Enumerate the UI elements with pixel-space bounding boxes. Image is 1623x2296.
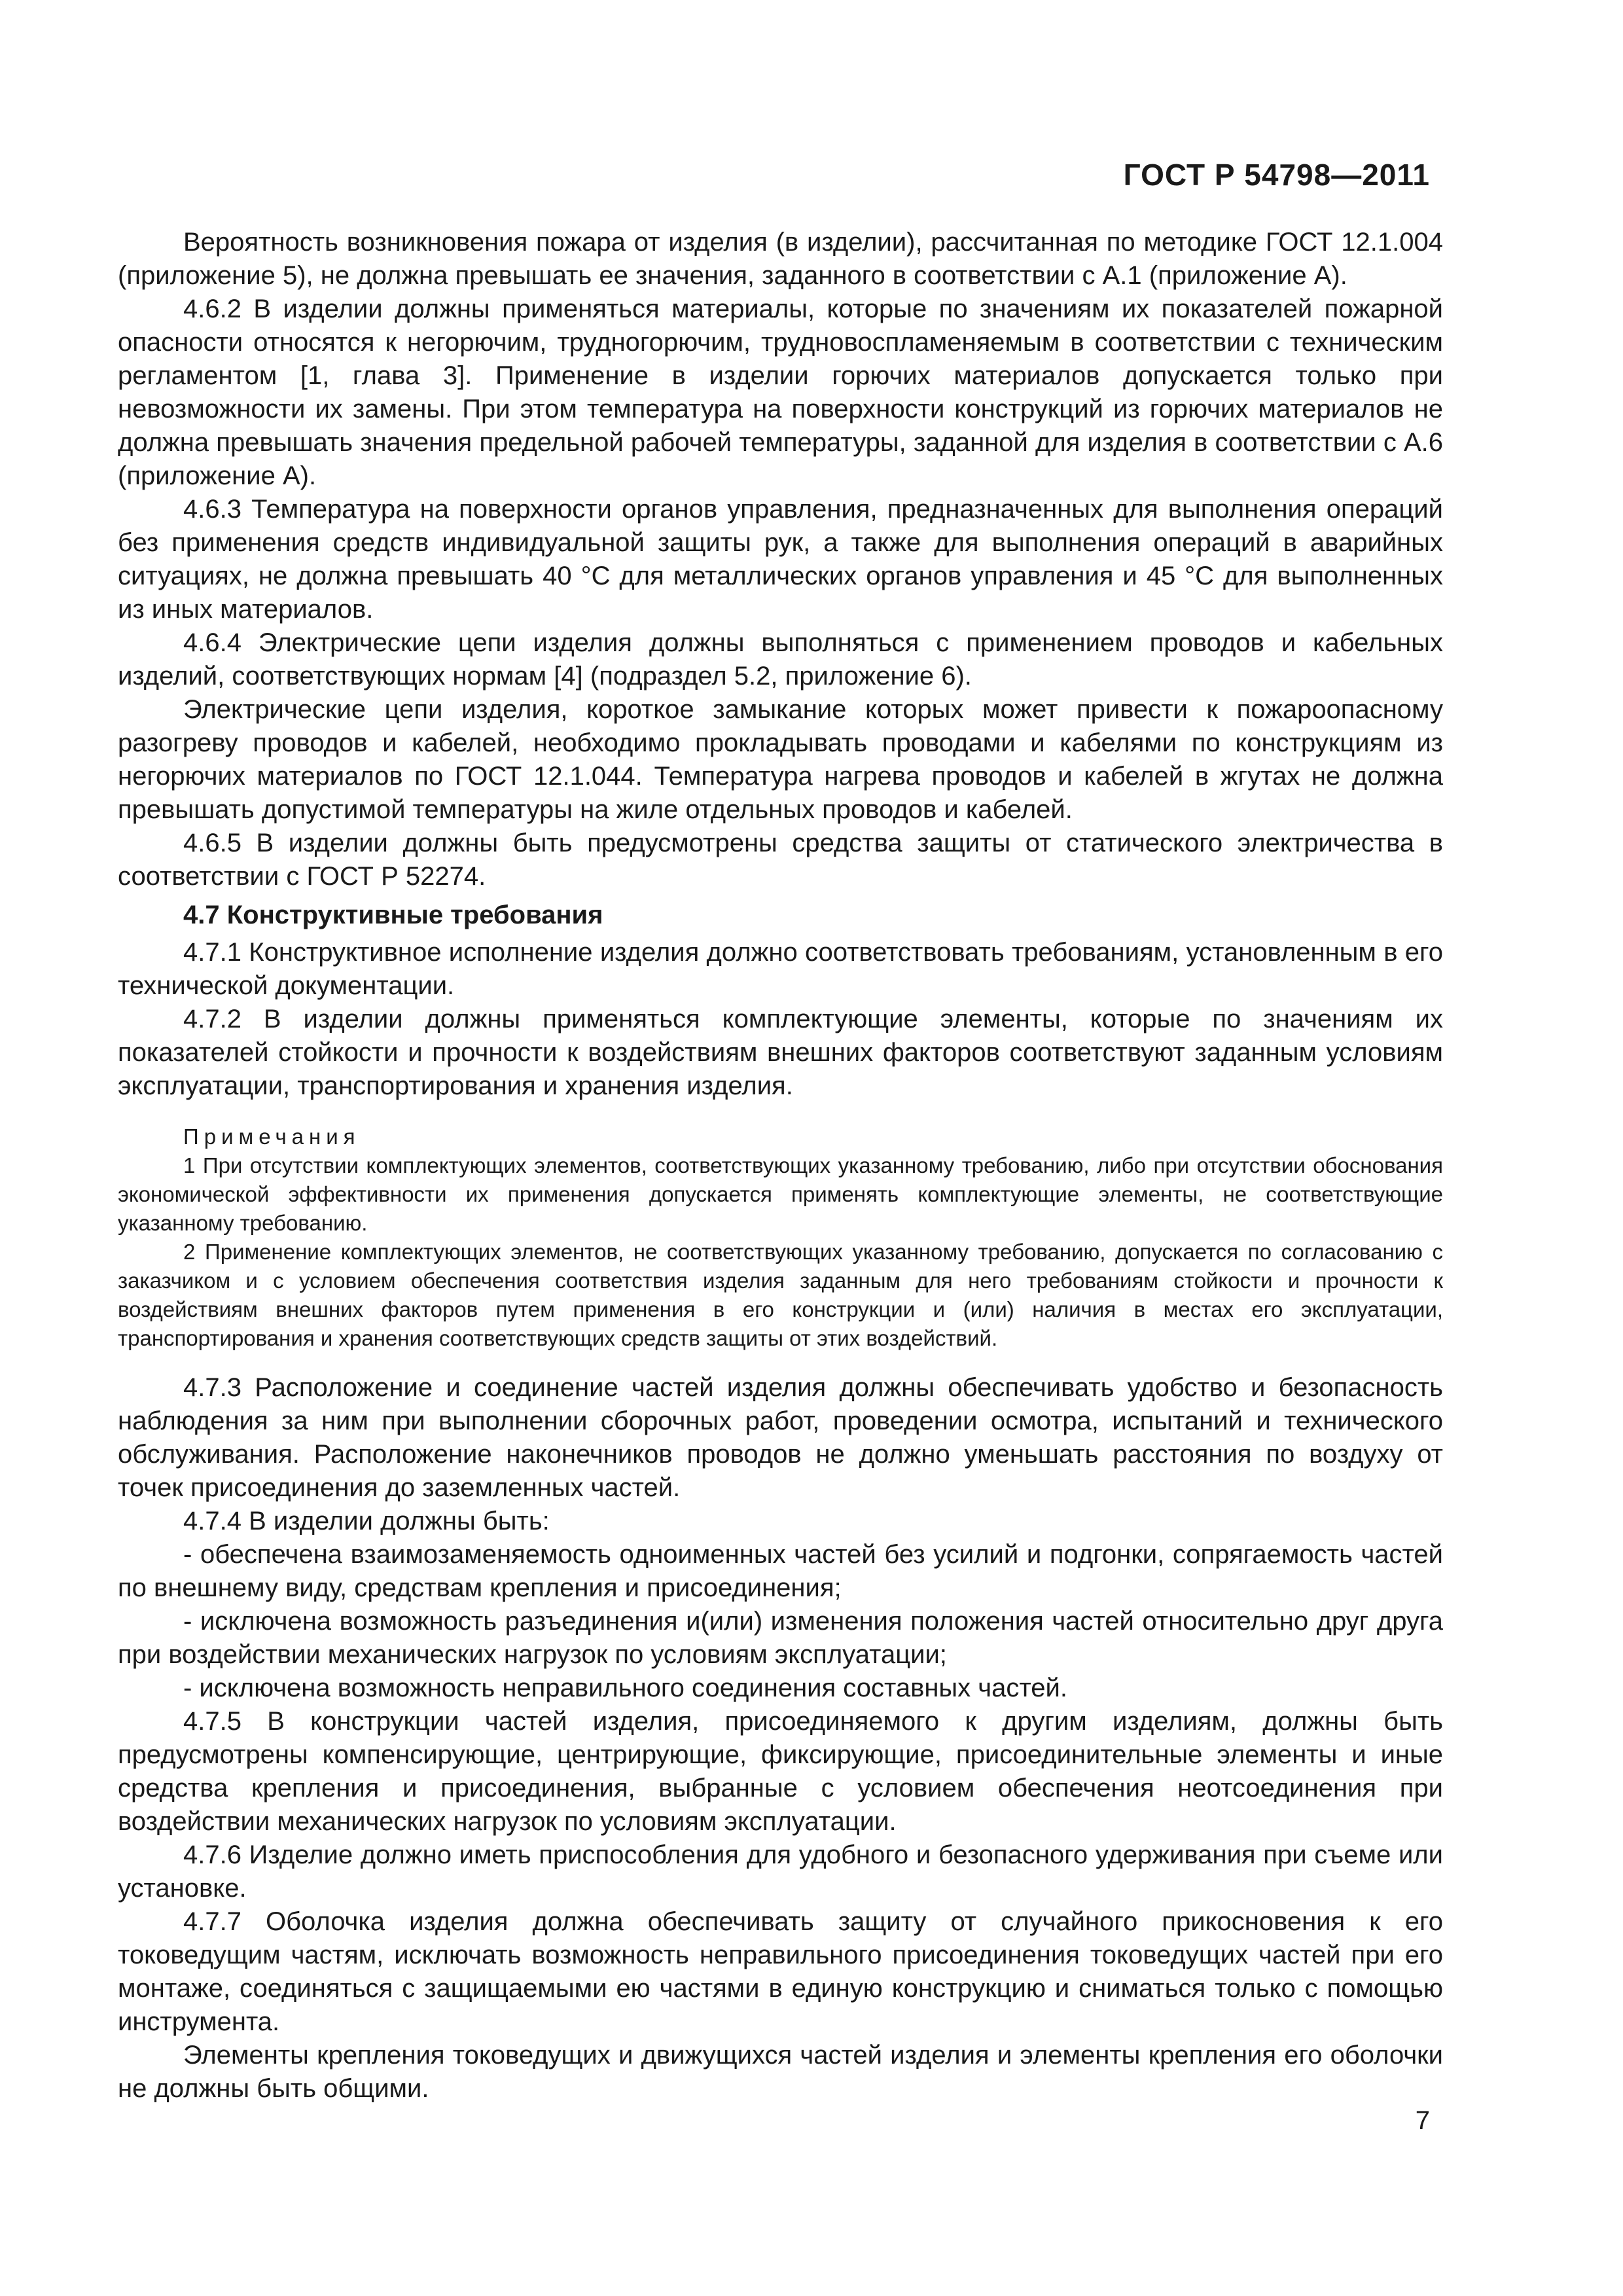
paragraph-4-7-3: 4.7.3 Расположение и соединение частей изделия должны обеспечивать удобство и безопасность наблюдения за ним при выполнении сборочных работ, проведении осмотра, испытаний и технического обслуживания. Расположение наконечников проводов не должно уменьшать расстояния по воздуху от точек присоединения до заземленных частей. [118,1373,1443,1502]
paragraph-4-6-5: 4.6.5 В изделии должны быть предусмотрены средства защиты от статического электричества в соответствии с ГОСТ Р 52274. [118,829,1443,891]
paragraph-4-7-6: 4.7.6 Изделие должно иметь приспособления для удобного и безопасного удерживания при съеме или установке. [118,1840,1443,1903]
note-item: 2 Применение комплектующих элементов, не соответствующих указанному требованию, допускается по согласованию с заказчиком и с условием обеспечения соответствия изделия заданным для него требованиям стойкости и прочности к воздействиям внешних факторов путем применения в его конструкции и (или) наличия в местах его эксплуатации, транспортирования и хранения соответствующих средств защиты от этих воздействий. [118,1240,1443,1350]
list-item: - исключена возможность неправильного соединения составных частей. [183,1674,1067,1702]
document-header: ГОСТ Р 54798—2011 [1123,158,1430,192]
paragraph-4-7-2: 4.7.2 В изделии должны применяться комплектующие элементы, которые по значениям их показателей стойкости и прочности к воздействиям внешних факторов соответствуют заданным условиям эксплуатации, транспортирования и хранения изделия. [118,1005,1443,1100]
section-body [118,1371,1443,2106]
notes-title: Примечания [183,1124,361,1149]
list-item: - исключена возможность разъединения и(или) изменения положения частей относительно друг друга при воздействии механических нагрузок по условиям эксплуатации; [118,1607,1443,1669]
paragraph: Вероятность возникновения пожара от изделия (в изделии), рассчитанная по методике ГОСТ 12.1.004 (приложение 5), не должна превышать ее значения, заданного в соответствии с А.1 (приложение А). [118,228,1443,290]
paragraph-4-6-2: 4.6.2 В изделии должны применяться материалы, которые по значениям их показателей пожарной опасности относятся к негорючим, трудногорючим, трудновоспламеняемым в соответствии с техническим регламентом [1, глава 3]. Применение в изделии горючих материалов допускается только при невозможности их замены. При этом температура на поверхности конструкций из горючих материалов не должна превышать значения предельной рабочей температуры, заданной для изделия в соответствии с А.6 (приложение А). [118,295,1443,490]
paragraph-4-7-7: 4.7.7 Оболочка изделия должна обеспечивать защиту от случайного прикосновения к его токоведущим частям, исключать возможность неправильного присоединения токоведущих частей при его монтаже, соединяться с защищаемыми ею частями в единую конструкцию и сниматься только с помощью инструмента. [118,1907,1443,2036]
paragraph-4-6-3: 4.6.3 Температура на поверхности органов управления, предназначенных для выполнения операций без применения средств индивидуальной защиты рук, а также для выполнения операций в аварийных ситуациях, не должна превышать 40 °С для металлических органов управления и 45 °С для выполненных из иных материалов. [118,495,1443,624]
paragraph-4-7-4: 4.7.4 В изделии должны быть: [183,1507,550,1535]
section-heading: 4.7 Конструктивные требования [183,901,603,929]
list-item: - обеспечена взаимозаменяемость одноименных частей без усилий и подгонки, сопрягаемость частей по внешнему виду, средствам крепления и присоединения; [118,1540,1443,1602]
paragraph-4-7-5: 4.7.5 В конструкции частей изделия, присоединяемого к другим изделиям, должны быть предусмотрены компенсирующие, центрирующие, фиксирующие, присоединительные элементы и иные средства крепления и присоединения, выбранные с условием обеспечения неотсоединения при воздействии механических нагрузок по условиям эксплуатации. [118,1707,1443,1836]
page-content [118,226,1443,2106]
paragraph: Элементы крепления токоведущих и движущихся частей изделия и элементы крепления его оболочки не должны быть общими. [118,2041,1443,2103]
page-number: 7 [1415,2106,1430,2135]
paragraph: Электрические цепи изделия, короткое замыкание которых может привести к пожароопасному разогреву проводов и кабелей, необходимо прокладывать проводами и кабелями по конструкциям из негорючих материалов по ГОСТ 12.1.044. Температура нагрева проводов и кабелей в жгутах не должна превышать допустимой температуры на жиле отдельных проводов и кабелей. [118,695,1443,824]
paragraph-4-7-1: 4.7.1 Конструктивное исполнение изделия должно соответствовать требованиям, установленным в его технической документации. [118,938,1443,1000]
paragraph-4-6-4: 4.6.4 Электрические цепи изделия должны выполняться с применением проводов и кабельных изделий, соответствующих нормам [4] (подраздел 5.2, приложение 6). [118,628,1443,691]
note-item: 1 При отсутствии комплектующих элементов, соответствующих указанному требованию, либо при отсутствии обоснования экономической эффективности их применения допускается применять комплектующие элементы, не соответствующие указанному требованию. [118,1153,1443,1235]
